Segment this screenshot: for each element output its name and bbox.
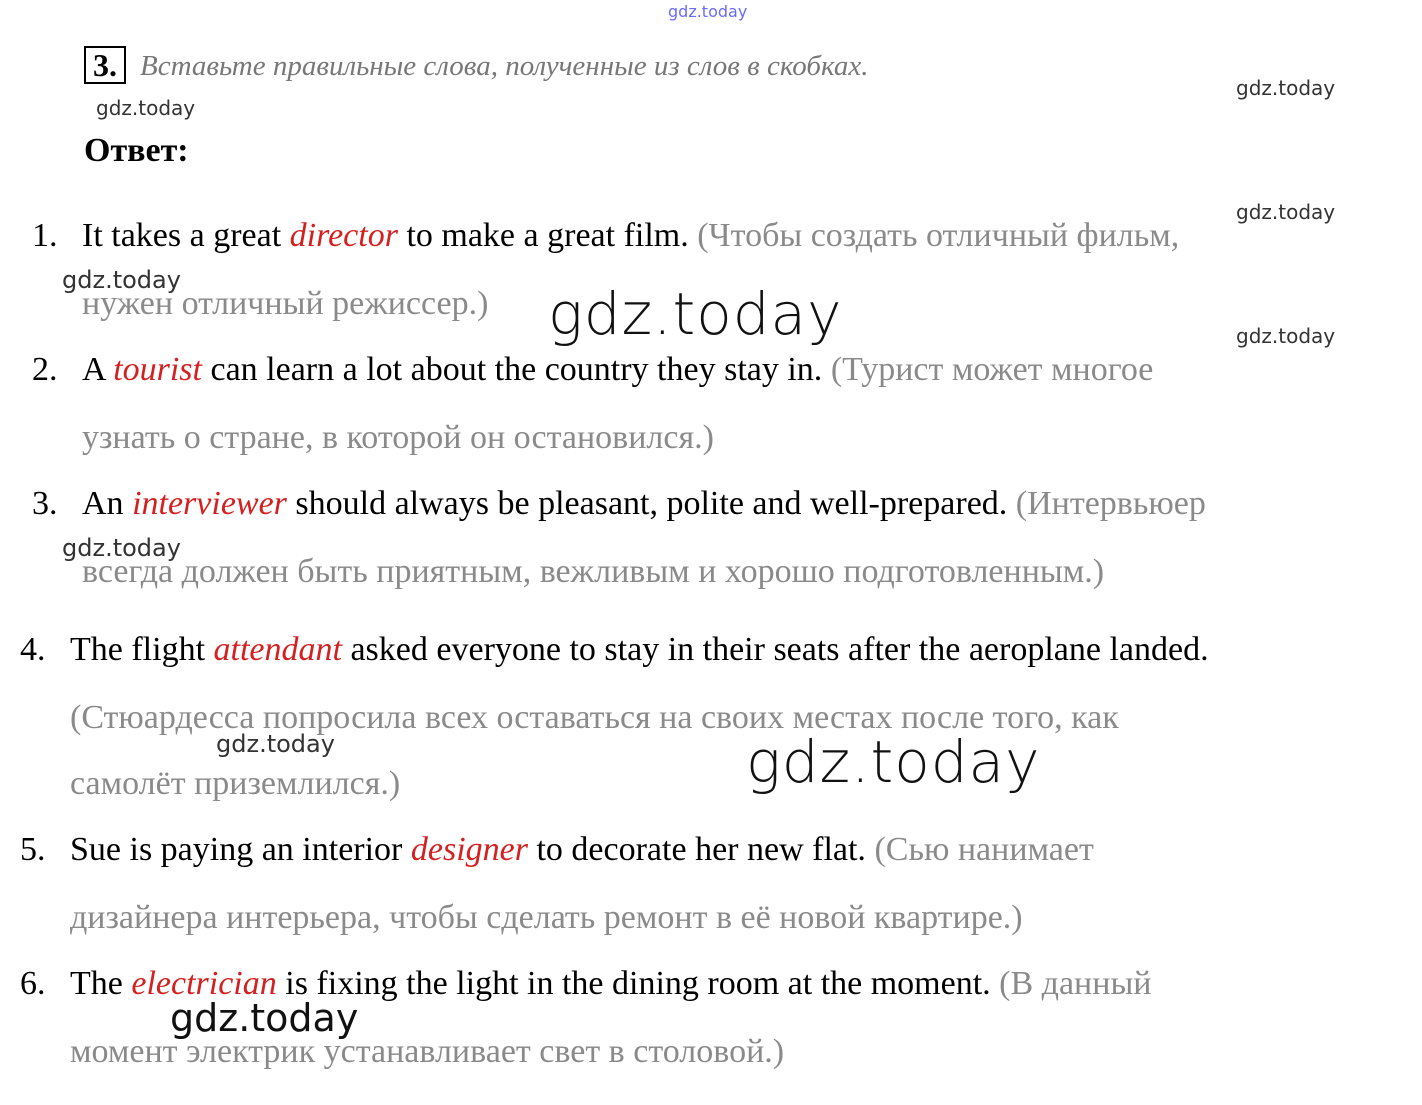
sentence-end: should always be pleasant, polite and well-prepared.: [286, 485, 1016, 522]
item-number: 4.: [20, 631, 46, 668]
answer-item-4: [20, 630, 1209, 670]
translation-part-2: самолёт приземлился.): [70, 765, 401, 802]
item-number: 5.: [20, 831, 46, 868]
sentence-start: An: [82, 485, 133, 522]
translation-part-1: (В данный: [999, 965, 1152, 1002]
watermark: gdz.today: [1236, 200, 1336, 224]
sentence-end: to make a great film.: [397, 217, 698, 254]
watermark: gdz.today: [62, 266, 181, 294]
translation-part-2: нужен отличный режиссер.): [82, 285, 489, 322]
sentence-end: to decorate her new flat.: [527, 831, 875, 868]
watermark: gdz.today: [1236, 76, 1336, 100]
translation-part-1: (Стюардесса попросила всех оставаться на своих местах после того, как: [70, 699, 1119, 736]
watermark-large: gdz.today: [746, 728, 1041, 796]
task-instruction: Вставьте правильные слова, полученные из слов в скобках.: [140, 50, 869, 82]
translation-part-2: всегда должен быть приятным, вежливым и хорошо подготовленным.): [82, 553, 1105, 590]
sentence-start: Sue is paying an interior: [70, 831, 411, 868]
watermark-medium: gdz.today: [170, 996, 359, 1040]
item-number: 2.: [32, 351, 58, 388]
translation-part-1: (Чтобы создать отличный фильм,: [697, 217, 1180, 254]
answer-word: tourist: [113, 351, 202, 388]
watermark: gdz.today: [1236, 324, 1336, 348]
item-number: 6.: [20, 965, 46, 1002]
answer-word: attendant: [213, 631, 342, 668]
translation-part-1: (Сью нанимает: [874, 831, 1094, 868]
translation-part-2: дизайнера интерьера, чтобы сделать ремонт в её новой квартире.): [70, 899, 1023, 936]
watermark: gdz.today: [96, 96, 196, 120]
answer-item-2: [32, 350, 1153, 390]
sentence-start: A: [82, 351, 114, 388]
translation-part-1: (Турист может многое: [830, 351, 1154, 388]
answer-word: designer: [410, 831, 528, 868]
watermark-top: gdz.today: [668, 2, 748, 21]
watermark: gdz.today: [62, 534, 181, 562]
translation-part-1: (Интервьюер: [1015, 485, 1206, 522]
item-number: 1.: [32, 217, 58, 254]
watermark: gdz.today: [216, 730, 335, 758]
sentence-start: The: [70, 965, 132, 1002]
watermark-large: gdz.today: [548, 280, 843, 348]
answer-word: director: [289, 217, 398, 254]
sentence-start: It takes a great: [82, 217, 290, 254]
answer-item-3: [32, 484, 1206, 524]
sentence-end: asked everyone to stay in their seats after the aeroplane landed.: [341, 631, 1209, 668]
translation-part-2: момент электрик устанавливает свет в столовой.): [70, 1033, 785, 1070]
task-number-box: 3.: [84, 46, 126, 84]
sentence-end: is fixing the light in the dining room at the moment.: [276, 965, 1000, 1002]
sentence-end: can learn a lot about the country they stay in.: [202, 351, 831, 388]
answer-item-1: [32, 216, 1179, 256]
sentence-start: The flight: [70, 631, 214, 668]
translation-part-2: узнать о стране, в которой он остановился.): [82, 419, 714, 456]
item-number: 3.: [32, 485, 58, 522]
answer-item-5: [20, 830, 1094, 870]
answer-word: electrician: [131, 965, 277, 1002]
answer-label: Ответ:: [84, 132, 189, 169]
answer-word: interviewer: [132, 485, 287, 522]
